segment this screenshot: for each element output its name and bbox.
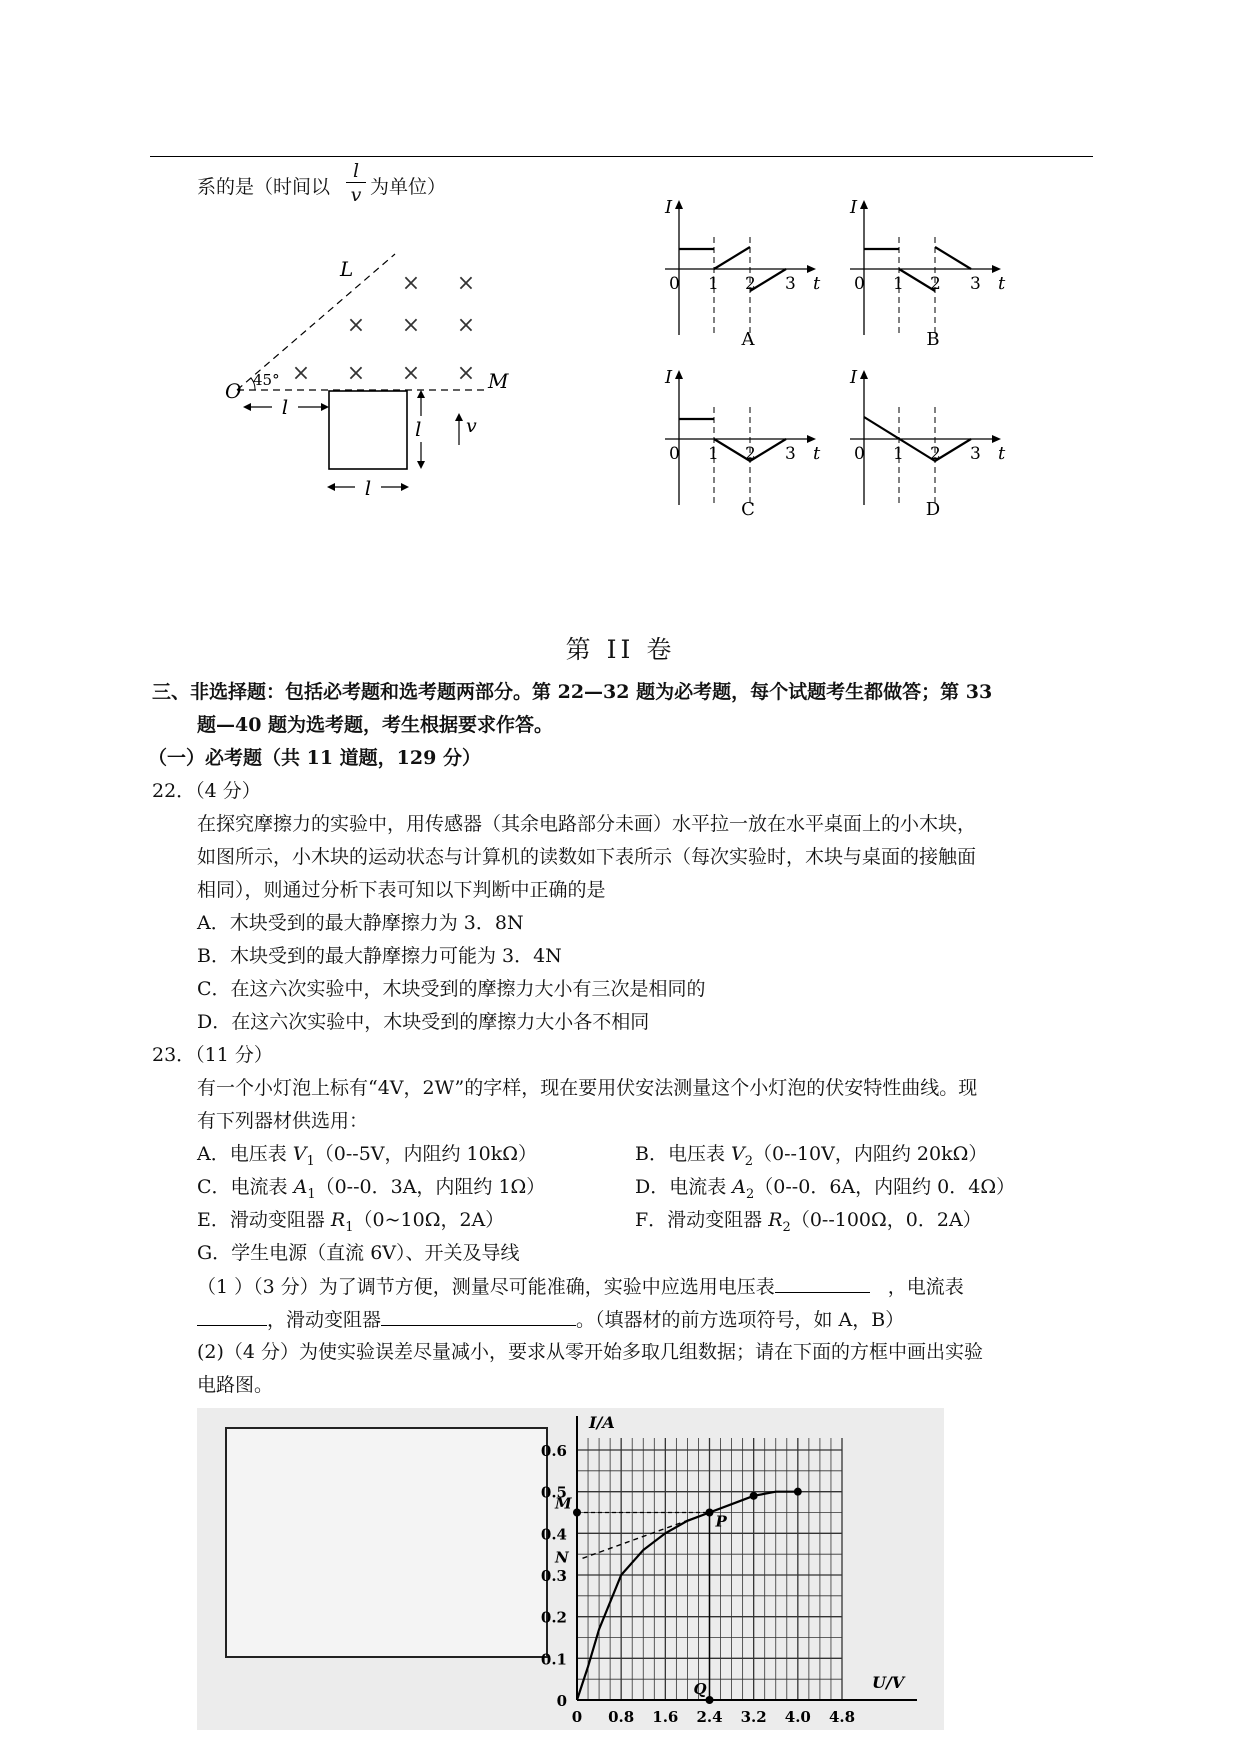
equipment-d	[635, 1175, 1015, 1207]
dim-label-l: l	[281, 395, 289, 419]
current-segment	[714, 247, 750, 269]
graph-A	[664, 197, 821, 350]
option-label-A: A	[741, 329, 755, 350]
cross-mark: ×	[456, 361, 476, 386]
part3-line1: 三、非选择题：包括必考题和选考题两部分。第 22—32 题为必考题，每个试题考生都做答；第 33	[152, 681, 993, 703]
tick: 1	[893, 274, 904, 294]
q23-sub1-line1	[197, 1274, 964, 1299]
equipment-a	[197, 1142, 537, 1174]
arrowhead	[243, 403, 251, 411]
y-tick-label: 0.4	[540, 1525, 567, 1544]
equip-symbol: R	[768, 1209, 783, 1231]
arrowhead	[327, 483, 335, 491]
equip-prefix: C．电流表	[197, 1176, 294, 1198]
q22-option-c: C．在这六次实验中，木块受到的摩擦力大小有三次是相同的	[197, 978, 706, 1000]
fraction	[346, 160, 366, 207]
tick: 0	[854, 274, 865, 294]
field-figure	[215, 250, 525, 510]
option-label-C: C	[741, 499, 755, 520]
equip-spec: （0--0．3A，内阻约 1Ω）	[315, 1176, 546, 1198]
arrowhead	[401, 483, 409, 491]
equip-subscript: 2	[744, 1153, 754, 1169]
y-tick-label: 0	[556, 1692, 567, 1710]
tick: 3	[970, 444, 981, 464]
fraction-denominator: v	[350, 184, 362, 206]
tick: 1	[708, 444, 719, 464]
dim-label-l: l	[364, 476, 372, 500]
x-tick-label: 0	[571, 1708, 583, 1726]
data-point	[706, 1509, 714, 1517]
label-M: M	[488, 369, 509, 393]
arrowhead	[417, 390, 425, 398]
data-point	[794, 1488, 802, 1496]
arrowhead	[455, 413, 463, 421]
y-tick-label: 0.3	[540, 1567, 567, 1585]
q23-sub1-line2	[197, 1307, 904, 1332]
tick: 2	[930, 274, 941, 294]
q22-option-a: A．木块受到的最大静摩擦力为 3．8N	[197, 912, 524, 934]
x-tick-label: 4.0	[784, 1708, 811, 1726]
equip-spec: （0~10Ω，2A）	[353, 1209, 505, 1231]
fragment-suffix: 为单位）	[370, 176, 447, 198]
part3-line2: 题—40 题为选考题，考生根据要求作答。	[197, 714, 554, 736]
tick: 2	[930, 444, 941, 464]
q22-text: 如图所示，小木块的运动状态与计算机的读数如下表所示（每次实验时，木块与桌面的接触面	[197, 846, 977, 868]
equip-subscript: 2	[746, 1186, 755, 1202]
equipment-f	[635, 1208, 982, 1240]
tick: 1	[893, 444, 904, 464]
point-label-Q: Q	[693, 1680, 707, 1698]
option-graphs	[655, 195, 1035, 525]
y-tick-label: 0.2	[540, 1608, 567, 1627]
equip-prefix: D．电流表	[635, 1176, 733, 1198]
equipment-g: G．学生电源（直流 6V）、开关及导线	[197, 1242, 520, 1264]
equip-prefix: E．滑动变阻器	[197, 1209, 331, 1231]
axis-x-label: t	[813, 273, 821, 294]
x-axis-label: U/V	[872, 1673, 905, 1692]
tick: 2	[745, 274, 756, 294]
x-tick-label: 2.4	[696, 1708, 723, 1726]
scanned-figure	[197, 1408, 944, 1730]
y-tick-label: 0.5	[540, 1483, 567, 1502]
label-L: L	[340, 257, 354, 281]
square-coil	[329, 391, 407, 469]
axis-x-label: t	[813, 443, 821, 464]
fragment-prefix: 系的是（时间以	[197, 176, 331, 198]
axis-x-label: t	[998, 273, 1006, 294]
tick: 3	[785, 444, 796, 464]
point-Q-dot	[706, 1696, 714, 1704]
tick: 1	[708, 274, 719, 294]
fraction-numerator: l	[352, 160, 360, 182]
axis-y-label: I	[665, 197, 673, 218]
equip-symbol: R	[330, 1209, 346, 1231]
point-M-dot	[573, 1509, 581, 1517]
tick: 3	[970, 274, 981, 294]
axis-y-label: I	[850, 197, 858, 218]
voltmeter-answer-blank[interactable]	[775, 1274, 870, 1293]
equipment-e	[197, 1208, 504, 1240]
cross-mark: ×	[401, 271, 421, 296]
sub1-text: 。（填器材的前方选项符号，如 A，B）	[576, 1309, 905, 1331]
q23-sub2-line2: 电路图。	[197, 1374, 274, 1396]
tick: 3	[785, 274, 796, 294]
label-v: v	[466, 415, 477, 437]
equip-prefix: A．电压表	[197, 1143, 293, 1165]
y-tick-label: 0.1	[540, 1650, 567, 1669]
part3-subhead: （一）必考题（共 11 道题，129 分）	[148, 747, 481, 769]
equip-prefix: B．电压表	[635, 1143, 732, 1165]
ammeter-answer-blank[interactable]	[197, 1307, 267, 1326]
equip-spec: （0--10V，内阻约 20kΩ）	[753, 1143, 988, 1165]
q23-sub2-line1: (2)（4 分）为使实验误差尽量减小，要求从零开始多取几组数据；请在下面的方框中画出实验	[197, 1341, 984, 1363]
current-segment	[935, 247, 971, 269]
graph-C	[664, 367, 821, 520]
tick: 0	[854, 444, 865, 464]
y-tick-label: 0.6	[540, 1442, 567, 1460]
circuit-drawing-box[interactable]	[225, 1427, 548, 1658]
equip-spec: （0--100Ω，0．2A）	[790, 1209, 982, 1231]
option-label-D: D	[925, 499, 941, 520]
equip-symbol: A	[732, 1176, 747, 1198]
tangent-line	[583, 1513, 710, 1559]
equip-symbol: V	[731, 1143, 745, 1165]
equip-prefix: F．滑动变阻器	[635, 1209, 769, 1231]
sub1-text: （1 ）（3 分）为了调节方便，测量尽可能准确，实验中应选用电压表	[197, 1276, 775, 1298]
axis-y-label: I	[665, 367, 673, 388]
q23-head: 23．（11 分）	[152, 1044, 273, 1066]
equipment-c	[197, 1175, 545, 1207]
sub1-text: ，滑动变阻器	[267, 1309, 382, 1331]
cross-mark: ×	[291, 361, 311, 386]
q22-option-d: D．在这六次实验中，木块受到的摩擦力大小各不相同	[197, 1011, 650, 1033]
sub1-text: ，电流表	[887, 1276, 964, 1298]
equip-symbol: V	[292, 1143, 307, 1165]
angle-label: 45°	[253, 371, 280, 389]
header-rule	[150, 156, 1093, 157]
equip-spec: （0--5V，内阻约 10kΩ）	[314, 1143, 538, 1165]
rheostat-answer-blank[interactable]	[381, 1307, 576, 1326]
x-tick-label: 4.8	[828, 1708, 856, 1726]
section-title: 第 II 卷	[565, 635, 676, 664]
cross-mark: ×	[346, 313, 366, 338]
q22-option-b: B．木块受到的最大静摩擦力可能为 3．4N	[197, 945, 562, 967]
x-tick-label: 1.6	[652, 1708, 679, 1726]
cross-mark: ×	[346, 361, 366, 386]
point-label-M: M	[555, 1494, 572, 1513]
cross-mark: ×	[456, 313, 476, 338]
point-label-P: P	[715, 1512, 727, 1531]
graph-B	[849, 197, 1006, 350]
diagonal-boundary	[237, 254, 395, 390]
equipment-b	[635, 1142, 987, 1174]
x-tick-label: 0.8	[608, 1708, 635, 1726]
x-tick-label: 3.2	[740, 1708, 767, 1726]
dim-label-l: l	[415, 417, 422, 441]
tick: 2	[745, 444, 756, 464]
point-label-N: N	[555, 1548, 569, 1567]
iv-curve-chart	[540, 1408, 942, 1730]
q23-text: 有下列器材供选用：	[197, 1110, 369, 1132]
axis-x-label: t	[998, 443, 1006, 464]
equip-symbol: A	[293, 1176, 308, 1198]
field-crosses	[292, 271, 475, 386]
graph-D	[849, 367, 1006, 520]
cross-mark: ×	[456, 271, 476, 296]
tick: 0	[669, 444, 680, 464]
top-fragment	[197, 175, 330, 199]
arrowhead	[321, 403, 329, 411]
equip-subscript: 1	[306, 1153, 315, 1169]
equip-spec: （0--0．6A，内阻约 0．4Ω）	[754, 1176, 1016, 1198]
arrowhead	[417, 461, 425, 469]
q22-text: 在探究摩擦力的实验中，用传感器（其余电路部分未画）水平拉一放在水平桌面上的小木块，	[197, 813, 977, 835]
cross-mark: ×	[401, 361, 421, 386]
tick: 0	[669, 274, 680, 294]
data-point	[750, 1492, 758, 1500]
option-label-B: B	[926, 329, 940, 350]
equip-subscript: 1	[345, 1219, 354, 1235]
q22-head: 22．（4 分）	[152, 780, 261, 802]
q22-text: 相同），则通过分析下表可知以下判断中正确的是	[197, 879, 606, 901]
label-O: O	[225, 379, 242, 403]
axis-y-label: I	[850, 367, 858, 388]
q23-text: 有一个小灯泡上标有“4V，2W”的字样，现在要用伏安法测量这个小灯泡的伏安特性曲线。现	[197, 1077, 978, 1099]
cross-mark: ×	[401, 313, 421, 338]
equip-subscript: 2	[782, 1219, 791, 1235]
y-axis-label: I/A	[589, 1413, 615, 1432]
equip-subscript: 1	[307, 1186, 316, 1202]
